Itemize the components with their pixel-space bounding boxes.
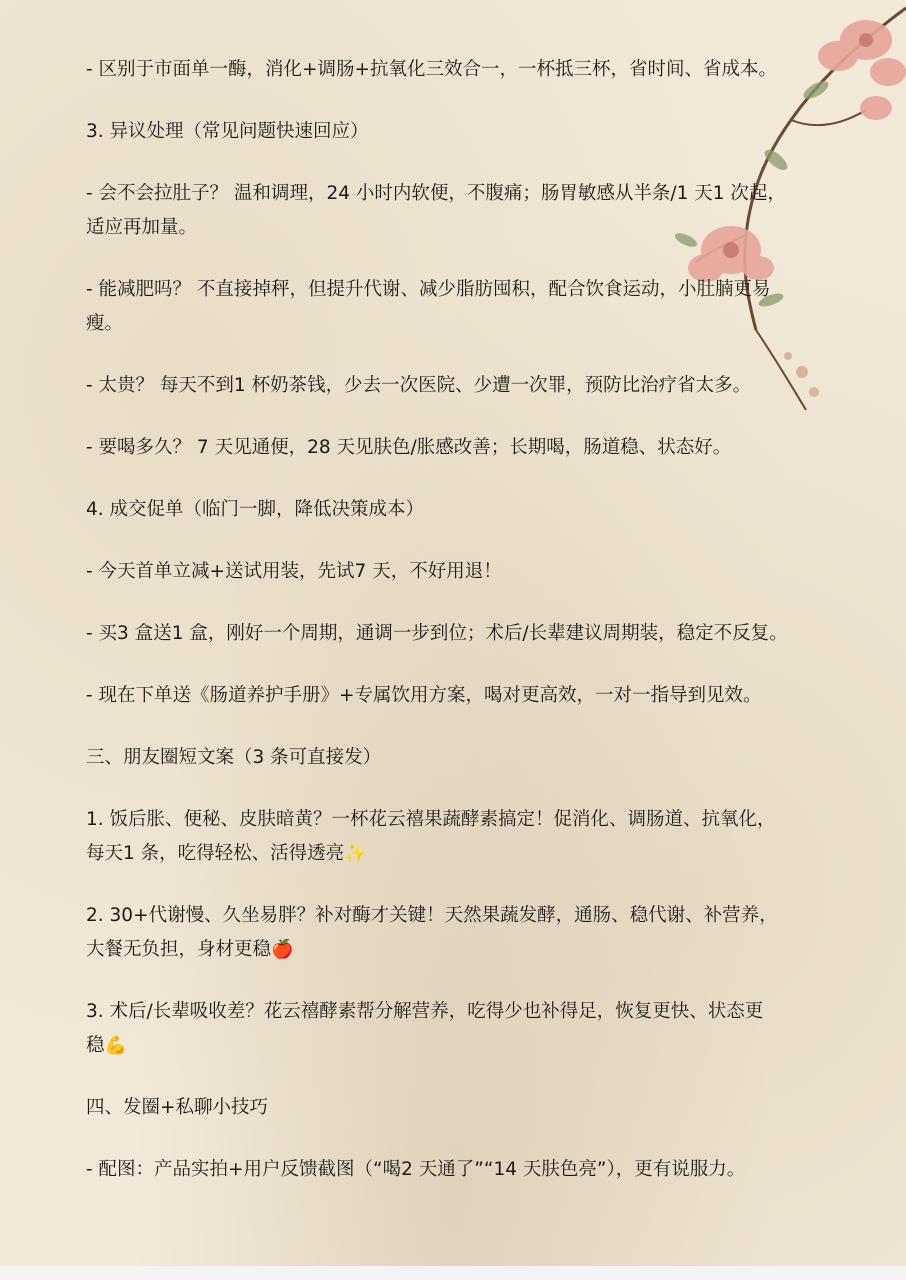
text-line: 大餐无负担，身材更稳🍎	[86, 939, 294, 960]
section-heading: 4. 成交促单（临门一脚，降低决策成本）	[86, 499, 425, 520]
text-line: - 会不会拉肚子？ 温和调理，24 小时内软便，不腹痛；肠胃敏感从半条/1 天1 次起，	[86, 183, 786, 204]
text-line: 3. 术后/长辈吸收差？花云禧酵素帮分解营养，吃得少也补得足，恢复更快、状态更	[86, 1001, 764, 1022]
text-line: - 区别于市面单一酶，消化+调肠+抗氧化三效合一，一杯抵三杯，省时间、省成本。	[86, 59, 778, 80]
apple-icon: 🍎	[271, 939, 294, 960]
text-line: - 要喝多久？ 7 天见通便，28 天见肤色/胀感改善；长期喝，肠道稳、状态好。	[86, 437, 732, 458]
text-line: - 配图：产品实拍+用户反馈截图（“喝2 天通了”“14 天肤色亮”），更有说服力。	[86, 1159, 746, 1180]
section-heading: 四、发圈+私聊小技巧	[86, 1097, 269, 1118]
text-line: 适应再加量。	[86, 217, 198, 238]
text-line: 稳💪	[86, 1035, 127, 1056]
text-line: 每天1 条，吃得轻松、活得透亮✨	[86, 843, 367, 864]
text-line: - 今天首单立减+送试用装，先试7 天，不好用退！	[86, 561, 502, 582]
text-line: 瘦。	[86, 313, 124, 334]
section-heading: 3. 异议处理（常见问题快速回应）	[86, 121, 369, 142]
text-line: - 太贵？ 每天不到1 杯奶茶钱，少去一次医院、少遭一次罪，预防比治疗省太多。	[86, 375, 752, 396]
text-line: - 买3 盒送1 盒，刚好一个周期，通调一步到位；术后/长辈建议周期装，稳定不反复。	[86, 623, 788, 644]
section-heading: 三、朋友圈短文案（3 条可直接发）	[86, 747, 382, 768]
flexed-bicep-icon: 💪	[104, 1035, 127, 1056]
text-line: - 能减肥吗？ 不直接掉秤，但提升代谢、减少脂肪囤积，配合饮食运动，小肚腩更易	[86, 279, 771, 300]
text-line: 1. 饭后胀、便秘、皮肤暗黄？一杯花云禧果蔬酵素搞定！促消化、调肠道、抗氧化，	[86, 809, 776, 830]
text-line: 2. 30+代谢慢、久坐易胖？补对酶才关键！天然果蔬发酵，通肠、稳代谢、补营养，	[86, 905, 778, 926]
text-line: - 现在下单送《肠道养护手册》+专属饮用方案，喝对更高效，一对一指导到见效。	[86, 685, 762, 706]
sparkles-icon: ✨	[344, 843, 367, 864]
bottom-margin	[0, 1266, 906, 1280]
